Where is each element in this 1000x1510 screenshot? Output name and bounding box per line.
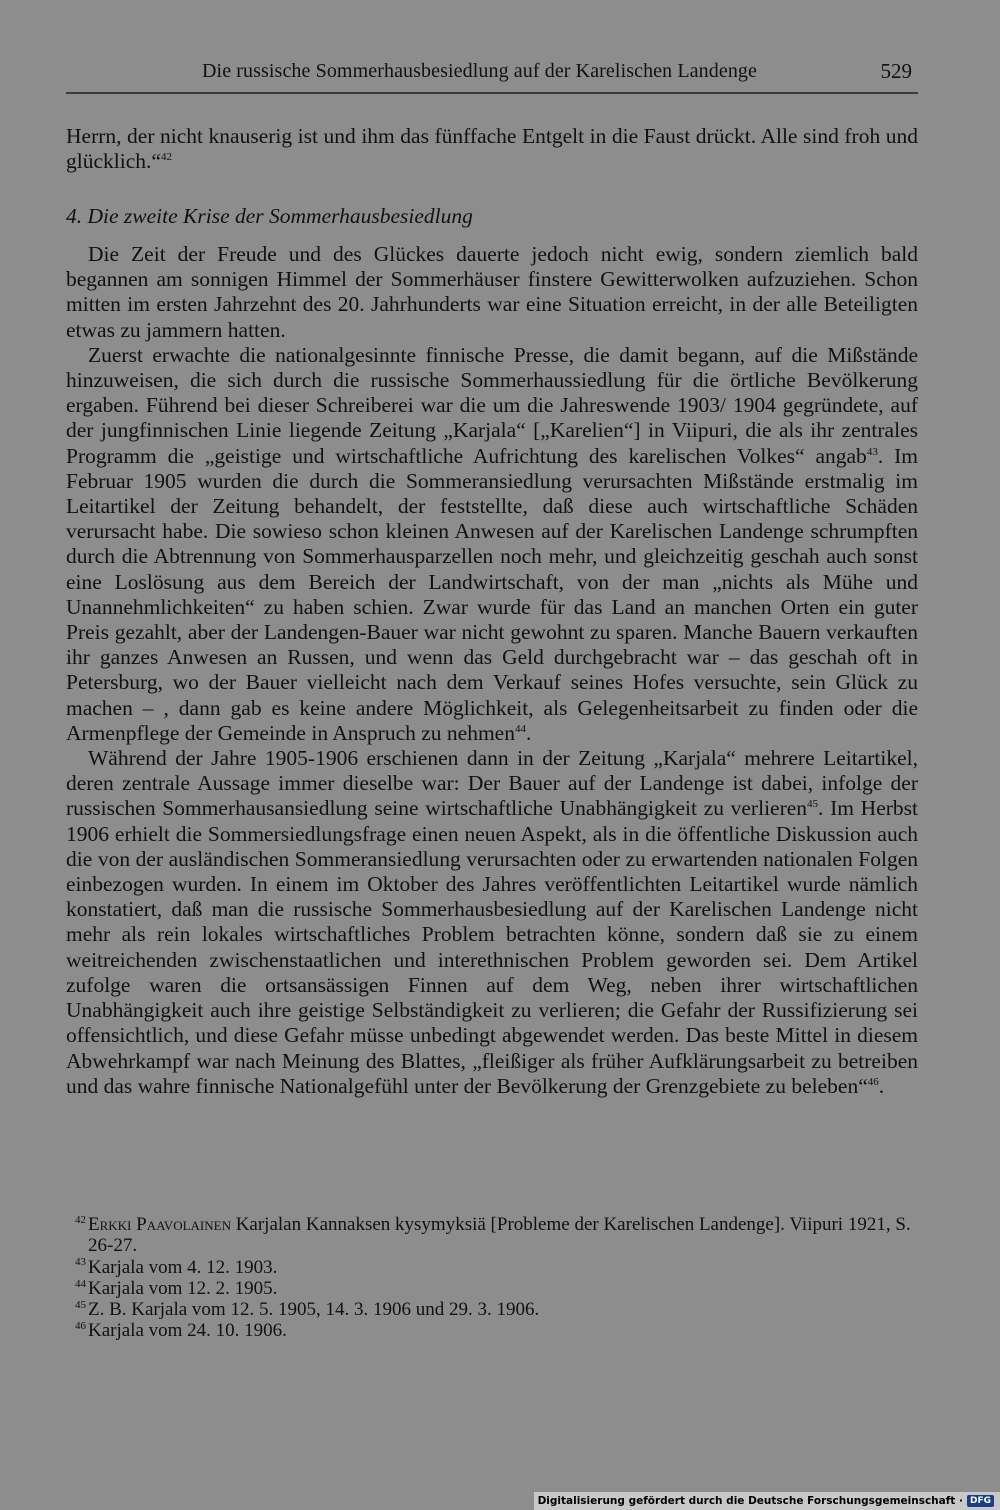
footnote-ref-42: 42 bbox=[160, 151, 172, 164]
footnote-text: Karjala vom 4. 12. 1903. bbox=[88, 1256, 278, 1278]
footnotes bbox=[66, 1214, 918, 1342]
paragraph-2-part-b: . Im Februar 1905 wurden die durch die Sommeransiedlung verursachten Mißstände erstmalig im Leitartikel der Zeitung behandelt, der feststellte, daß diese auch wirtschaftliche Schäden verursacht habe. Die sowieso schon kleinen Anwesen auf der Karelischen Landenge schrumpften durch die Abtrennung von Sommerhausparzellen noch mehr, und gleichzeitig geschah auch sonst eine Loslösung aus dem Bereich der Landwirtschaft, von der man „nichts als Mühe und Unannehmlichkeiten“ zu haben schien. Zwar wurde für das Land an manchen Orten ein guter Preis gezahlt, aber der Landengen-Bauer war nicht gewohnt zu sparen. Manche Bauern verkauften ihr ganzes Anwesen an Russen, und wenn das Geld durchgebracht war – das geschah oft in Petersburg, wo der Bauer vielleicht nach dem Verkauf seines Hofes versuchte, sein Glück zu machen – , dann gab es keine andere Möglichkeit, als Gelegenheitsarbeit zu finden oder die Armenpflege der Gemeinde in Anspruch zu nehmen bbox=[66, 443, 918, 745]
credit-text: Digitalisierung gefördert durch die Deutsche Forschungsgemeinschaft · bbox=[537, 1495, 963, 1507]
paragraph-3-part-b: . Im Herbst 1906 erhielt die Sommersiedlungsfrage einen neuen Aspekt, als in die öffentliche Diskussion auch die von der ausländischen Sommeransiedlung verursachten oder zu erwartenden nationalen Folgen einbezogen wurden. In einem im Oktober des Jahres veröffentlichten Leitartikel wurde nämlich konstatiert, daß man die russische Sommerhausbesiedlung auf der Karelischen Landenge nicht mehr als rein lokales wirtschaftliches Problem betrachten könne, sondern daß sie zu einem weitreichenden zwischenstaatlichen und interethnischen Problem geworden sei. Dem Artikel zufolge waren die ortsansässigen Finnen auf dem Weg, neben ihrer wirtschaftlichen Unabhängigkeit auch ihre geistige Selbständigkeit zu verlieren; die Gefahr der Russifizierung sei offensichtlich, und diese Gefahr müsse unbedingt abgewendet werden. Das beste Mittel in diesem Abwehrkampf war nach Meinung des Blattes, „fleißiger als früher Aufklärungsarbeit zu betreiben und das wahre finnische Nationalgefühl unter der Bevölkerung der Grenzgebiete zu beleben“ bbox=[66, 796, 918, 1098]
paragraph-2 bbox=[66, 343, 918, 746]
paragraph-2-part-a: Zuerst erwachte die nationalgesinnte finnische Presse, die damit begann, auf die Mißstände hinzuweisen, die sich durch die russische Sommerhaussiedlung für die örtliche Bevölkerung ergaben. Führend bei dieser Schreiberei war die um die Jahreswende 1903/ 1904 gegründete, auf der jungfinnischen Linie liegende Zeitung „Karjala“ [„Karelien“] in Viipuri, die als ihr zentrales Programm die „geistige und wirtschaftliche Aufrichtung des karelischen Volkes“ angab bbox=[66, 342, 918, 468]
footnote-ref-45: 45 bbox=[807, 798, 819, 811]
header-rule bbox=[66, 92, 918, 94]
footnote-44: 44 Karjala vom 12. 2. 1905. bbox=[75, 1277, 278, 1299]
continuation-paragraph bbox=[66, 124, 918, 174]
dfg-logo: DFG bbox=[967, 1495, 994, 1507]
paragraph-1: Die Zeit der Freude und des Glückes dauerte jedoch nicht ewig, sondern ziemlich bald begannen am sonnigen Himmel der Sommerhäuser finstere Gewitterwolken aufzuziehen. Schon mitten im ersten Jahrzehnt des 20. Jahrhunderts war eine Situation erreicht, in der alle Beteiligten etwas zu jammern hatten. bbox=[66, 242, 918, 342]
footnote-text: Karjala vom 24. 10. 1906. bbox=[88, 1320, 287, 1342]
running-head: Die russische Sommerhausbesiedlung auf der Karelischen Landenge bbox=[202, 60, 758, 82]
continuation-text: Herrn, der nicht knauserig ist und ihm das fünffache Entgelt in die Faust drückt. Alle sind froh und glücklich.“ bbox=[66, 124, 918, 174]
page-header bbox=[66, 60, 918, 90]
footnote-text: Karjalan Kannaksen kysymyksiä [Probleme der Karelischen Landenge]. Viipuri 1921, S. 26-27. bbox=[88, 1214, 911, 1257]
footnote-ref-43: 43 bbox=[866, 445, 878, 458]
page-number: 529 bbox=[880, 59, 912, 83]
footnote-43: 43 Karjala vom 4. 12. 1903. bbox=[75, 1256, 278, 1278]
footnote-42: 42 Erkki Paavolainen Karjalan Kannaksen kysymyksiä [Probleme der Karelischen Landenge]. Viipuri 1921, S. 26-27. bbox=[75, 1213, 911, 1257]
digitization-credit bbox=[534, 1492, 1000, 1510]
section-heading: 4. Die zweite Krise der Sommerhausbesiedlung bbox=[66, 204, 473, 228]
footnote-46: 46 Karjala vom 24. 10. 1906. bbox=[75, 1320, 287, 1342]
footnote-text: Karjala vom 12. 2. 1905. bbox=[88, 1277, 278, 1299]
section-body bbox=[66, 242, 918, 1099]
footnote-text: Z. B. Karjala vom 12. 5. 1905, 14. 3. 1906 und 29. 3. 1906. bbox=[88, 1299, 540, 1321]
footnote-author: Erkki Paavolainen bbox=[88, 1214, 231, 1235]
paragraph-3-part-c: . bbox=[878, 1073, 885, 1098]
paragraph-3-part-a: Während der Jahre 1905-1906 erschienen dann in der Zeitung „Karjala“ mehrere Leitartikel, deren zentrale Aussage immer dieselbe war: Der Bauer auf der Landenge ist dabei, infolge der russischen Sommerhausansiedlung seine wirtschaftliche Unabhängigkeit zu verlieren bbox=[66, 746, 918, 821]
footnote-ref-44: 44 bbox=[514, 722, 526, 735]
footnote-ref-46: 46 bbox=[867, 1075, 879, 1088]
paragraph-2-part-c: . bbox=[525, 720, 532, 745]
footnote-45: 45 Z. B. Karjala vom 12. 5. 1905, 14. 3. 1906 und 29. 3. 1906. bbox=[75, 1298, 540, 1321]
paragraph-3 bbox=[66, 746, 918, 1099]
